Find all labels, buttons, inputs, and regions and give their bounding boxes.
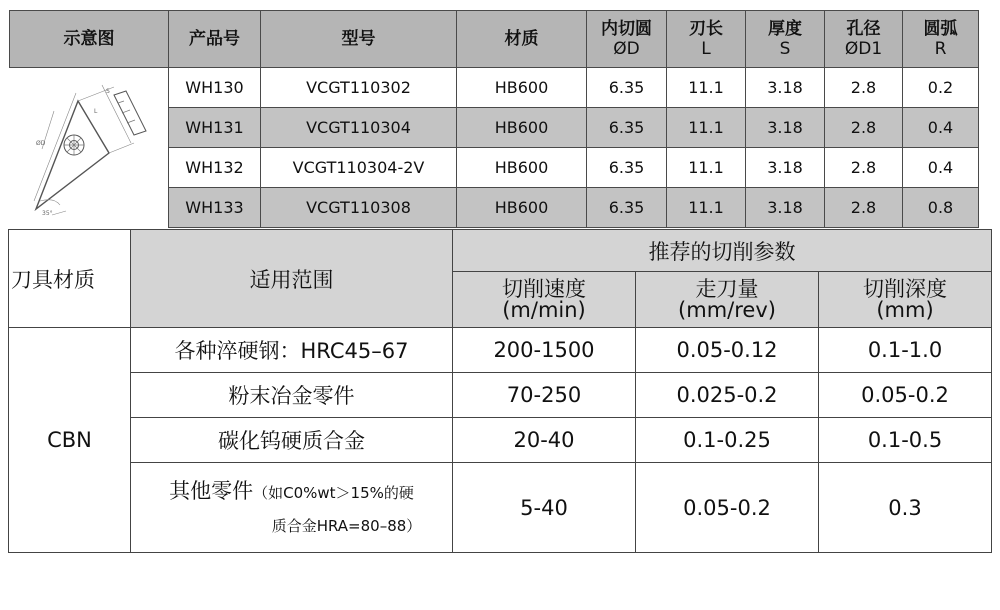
params-row (9, 418, 992, 463)
tool-material-cell: CBN (9, 328, 131, 553)
feed-rate-cell: 0.1-0.25 (636, 418, 819, 463)
length-cell: 11.1 (667, 108, 746, 148)
length-cell: 11.1 (667, 148, 746, 188)
hole-cell: 2.8 (825, 108, 903, 148)
material-cell: HB600 (457, 68, 587, 108)
material-cell: HB600 (457, 148, 587, 188)
header-hole (825, 11, 903, 68)
ic-cell: 6.35 (587, 68, 667, 108)
header-cutting-speed (453, 272, 636, 328)
model-cell: VCGT110304 (261, 108, 457, 148)
thickness-cell: 3.18 (746, 108, 825, 148)
application-note-line1: （如C0%wt＞15%的硬 (253, 483, 414, 502)
cutting-speed-cell: 200-1500 (453, 328, 636, 373)
spec-header-row (10, 11, 979, 68)
header-feed-rate-unit: (mm/rev) (678, 297, 776, 322)
params-row (9, 373, 992, 418)
application-note-line2: 质合金HRA=80–88） (271, 516, 422, 535)
header-ic-symbol: ØD (613, 39, 640, 59)
header-radius-symbol: R (934, 39, 947, 59)
cut-depth-cell: 0.1-1.0 (819, 328, 992, 373)
header-hole-name: 孔径 (846, 18, 881, 39)
svg-text:L: L (93, 107, 98, 115)
header-radius-name: 圆弧 (923, 18, 958, 39)
thickness-cell: 3.18 (746, 68, 825, 108)
svg-text:35°: 35° (41, 209, 53, 217)
header-radius (903, 11, 979, 68)
cutting-speed-cell: 70-250 (453, 373, 636, 418)
spec-table (9, 10, 979, 228)
cut-depth-cell: 0.1-0.5 (819, 418, 992, 463)
application-cell: 粉末冶金零件 (131, 373, 453, 418)
header-cutting-speed-name: 切削速度 (502, 276, 586, 301)
header-model: 型号 (261, 11, 457, 68)
application-cell: 各种淬硬钢：HRC45–67 (131, 328, 453, 373)
material-cell: HB600 (457, 188, 587, 228)
header-material: 材质 (457, 11, 587, 68)
product-no-cell: WH130 (169, 68, 261, 108)
cut-depth-cell: 0.3 (819, 463, 992, 553)
insert-diagram-cell (10, 68, 169, 228)
header-ic (587, 11, 667, 68)
params-header-row (9, 230, 992, 272)
svg-text:S: S (105, 87, 110, 95)
product-no-cell: WH132 (169, 148, 261, 188)
header-feed-rate (636, 272, 819, 328)
ic-cell: 6.35 (587, 188, 667, 228)
spec-row (10, 68, 979, 108)
ic-cell: 6.35 (587, 148, 667, 188)
header-feed-rate-name: 走刀量 (695, 276, 759, 301)
ic-cell: 6.35 (587, 108, 667, 148)
header-cutting-speed-unit: (m/min) (502, 297, 586, 322)
header-thickness-name: 厚度 (768, 18, 802, 39)
application-cell (131, 463, 453, 553)
header-product-no: 产品号 (169, 11, 261, 68)
feed-rate-cell: 0.05-0.12 (636, 328, 819, 373)
header-application: 适用范围 (131, 230, 453, 328)
product-no-cell: WH133 (169, 188, 261, 228)
hole-cell: 2.8 (825, 68, 903, 108)
insert-diagram-image (14, 73, 164, 223)
header-thickness (746, 11, 825, 68)
header-cut-depth-name: 切削深度 (863, 276, 947, 301)
thickness-cell: 3.18 (746, 148, 825, 188)
length-cell: 11.1 (667, 68, 746, 108)
header-length-symbol: L (701, 39, 711, 59)
svg-text:ØD: ØD (35, 139, 46, 147)
thickness-cell: 3.18 (746, 188, 825, 228)
header-cut-depth-unit: (mm) (876, 297, 934, 322)
header-thickness-symbol: S (779, 39, 791, 59)
radius-cell: 0.2 (903, 68, 979, 108)
cutting-speed-cell: 5-40 (453, 463, 636, 553)
feed-rate-cell: 0.025-0.2 (636, 373, 819, 418)
model-cell: VCGT110302 (261, 68, 457, 108)
cutting-params-table (8, 229, 992, 553)
radius-cell: 0.4 (903, 108, 979, 148)
radius-cell: 0.8 (903, 188, 979, 228)
application-main: 其他零件 (169, 478, 254, 503)
header-hole-symbol: ØD1 (844, 39, 883, 59)
header-length (667, 11, 746, 68)
hole-cell: 2.8 (825, 148, 903, 188)
params-row (9, 463, 992, 553)
feed-rate-cell: 0.05-0.2 (636, 463, 819, 553)
model-cell: VCGT110308 (261, 188, 457, 228)
cut-depth-cell: 0.05-0.2 (819, 373, 992, 418)
length-cell: 11.1 (667, 188, 746, 228)
model-cell: VCGT110304-2V (261, 148, 457, 188)
header-tool-material: 刀具材质 (9, 230, 131, 328)
header-length-name: 刃长 (689, 18, 723, 39)
header-diagram: 示意图 (10, 11, 169, 68)
header-cut-depth (819, 272, 992, 328)
product-no-cell: WH131 (169, 108, 261, 148)
header-recommended-params: 推荐的切削参数 (453, 230, 992, 272)
cutting-speed-cell: 20-40 (453, 418, 636, 463)
material-cell: HB600 (457, 108, 587, 148)
params-row (9, 328, 992, 373)
radius-cell: 0.4 (903, 148, 979, 188)
hole-cell: 2.8 (825, 188, 903, 228)
header-ic-name: 内切圆 (601, 18, 652, 39)
application-cell: 碳化钨硬质合金 (131, 418, 453, 463)
